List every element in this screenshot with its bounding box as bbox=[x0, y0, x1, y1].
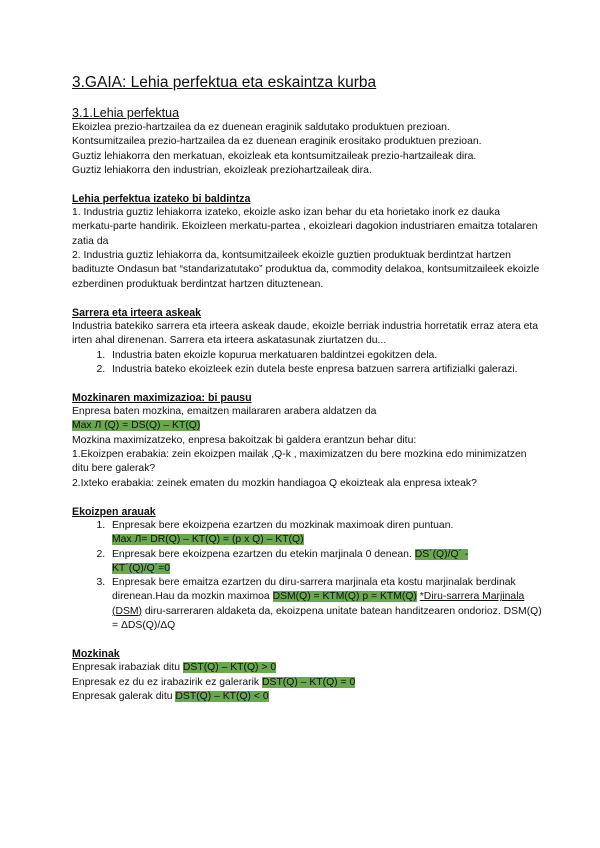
highlighted-formula: DST(Q) – KT(Q) < 0 bbox=[175, 690, 269, 702]
list-item bbox=[108, 519, 542, 548]
section-heading: Sarrera eta irteera askeak bbox=[72, 306, 201, 319]
section-ekoizpen-arauak bbox=[72, 505, 542, 633]
list-item-text: Enpresak bere ekoizpena ezartzen du etekin marjinala 0 denean. bbox=[112, 548, 412, 560]
document-content bbox=[72, 74, 542, 718]
formula-row bbox=[72, 661, 542, 675]
section-heading: Mozkinaren maximizazioa: bi pausu bbox=[72, 392, 252, 405]
section-lehia-perfektua bbox=[72, 106, 542, 178]
formula-row bbox=[72, 676, 542, 690]
list-item: 2. Industria bateko ekoizleek ezin dutela beste enpresa batzuen sarrera artifizialki galerazi. bbox=[108, 363, 542, 377]
paragraph: Enpresa baten mozkina, emaitzen mailararen arabera aldatzen da bbox=[72, 406, 377, 418]
paragraph: 2.Ixteko erabakia: zeinek ematen du mozkin handiagoa Q ekoizteak ala enpresa ixteak? bbox=[72, 477, 477, 489]
section-heading: Ekoizpen arauak bbox=[72, 505, 156, 518]
section-sarrera-irteera bbox=[72, 306, 542, 377]
document-title: 3.GAIA: Lehia perfektua eta eskaintza kurba bbox=[72, 74, 377, 91]
paragraph-line: Ekoizlea prezio-hartzailea da ez duenean eraginik saldutako produktuen prezioan. bbox=[72, 122, 450, 133]
row-text: Enpresak galerak ditu bbox=[72, 690, 173, 702]
highlighted-formula: DSM(Q) = KTM(Q) p = KTM(Q) bbox=[272, 591, 417, 603]
paragraph-line: Guztiz lehiakorra den industrian, ekoizleak preziohartzaileak dira. bbox=[72, 164, 372, 176]
section-mozkin-maximizazioa bbox=[72, 391, 542, 491]
highlighted-formula: DST(Q) – KT(Q) > 0 bbox=[182, 662, 277, 674]
numbered-list bbox=[72, 519, 542, 633]
section-heading: Lehia perfektua izateko bi baldintza bbox=[72, 193, 251, 206]
section-baldintza bbox=[72, 192, 542, 292]
numbered-list bbox=[72, 349, 542, 378]
list-item bbox=[108, 548, 542, 577]
paragraph: 2. Industria guztiz lehiakorra da, kontsumitzaileek ekoizle guztien produktuak berdintzat hartzen badituzte Ondasun bat “standarizatutako” produktua da, commodity delakoa, kontsumitzaileek ekoizle ezberdinen produktuak berdintzat hartzen dituztenean. bbox=[72, 250, 540, 290]
section-heading: Mozkinak bbox=[72, 648, 120, 661]
highlighted-formula: KT´(Q)/Q´=0 bbox=[112, 562, 171, 574]
definition-term: *Diru-sarrera Marjinala (DSM) bbox=[112, 591, 525, 617]
paragraph: 1.Ekoizpen erabakia: zein ekoizpen mailak ,Q-k , maximizatzen du bere mozkina edo minimizatzen ditu bere galerak? bbox=[72, 449, 527, 475]
paragraph: Mozkina maximizatzeko, enpresa bakoitzak bi galdera erantzun behar ditu: bbox=[72, 434, 417, 446]
paragraph-line: Kontsumitzailea prezio-hartzailea da ez duenean eraginik erositako produktuen prezioan. bbox=[72, 136, 482, 148]
list-item-text: Enpresak bere ekoizpena ezartzen du mozkinak maximoak diren puntuan. bbox=[112, 519, 454, 531]
list-item: 1. Industria baten ekoizle kopurua merkatuaren baldintzei egokitzen dela. bbox=[108, 349, 542, 363]
paragraph: 1. Industria guztiz lehiakorra izateko, ekoizle asko izan behar du eta horietako inork ez dauka merkatu-parte handirik. Ekoizleen merkatu-partea , ekoizleari dagokion industriaren emaitza totalaren zatia da bbox=[72, 207, 538, 247]
section-heading: 3.1.Lehia perfektua bbox=[72, 106, 180, 120]
formula-line bbox=[72, 419, 542, 433]
list-item-text: diru-sarreraren aldaketa da, ekoizpena unitate batean handitzearen ondorioz. DSM(Q) = ΔDS(Q)/ΔQ bbox=[112, 605, 542, 632]
row-text: Enpresak ez du ez irabazirik ez galerarik bbox=[72, 676, 260, 688]
highlighted-formula: DS´(Q)/Q´ - bbox=[414, 548, 469, 560]
list-item-text: Enpresak bere emaitza ezartzen du diru-sarrera marjinala eta kostu marjinalak berdinak direnean.Hau da mozkin maximoa bbox=[112, 577, 516, 603]
highlighted-formula: Max Л= DR(Q) – KT(Q) = (p x Q) – KT(Q) bbox=[112, 534, 304, 546]
section-mozkinak bbox=[72, 647, 542, 704]
formula-row bbox=[72, 690, 542, 704]
paragraph: Industria batekiko sarrera eta irteera askeak daude, ekoizle berriak industria horretatik erraz atera eta irten ahal direnenan. Sarrera eta irteera askatasunak ziurtatzen du... bbox=[72, 320, 539, 347]
paragraph-line: Guztiz lehiakorra den merkatuan, ekoizleak eta kontsumitzaileak prezio-hartzaileak dira. bbox=[72, 150, 477, 162]
highlighted-formula: DST(Q) – KT(Q) = 0 bbox=[262, 676, 356, 688]
row-text: Enpresak irabaziak ditu bbox=[72, 662, 181, 674]
highlighted-formula: Max Л (Q) = DS(Q) – KT(Q) bbox=[72, 420, 201, 432]
list-item bbox=[108, 576, 542, 633]
